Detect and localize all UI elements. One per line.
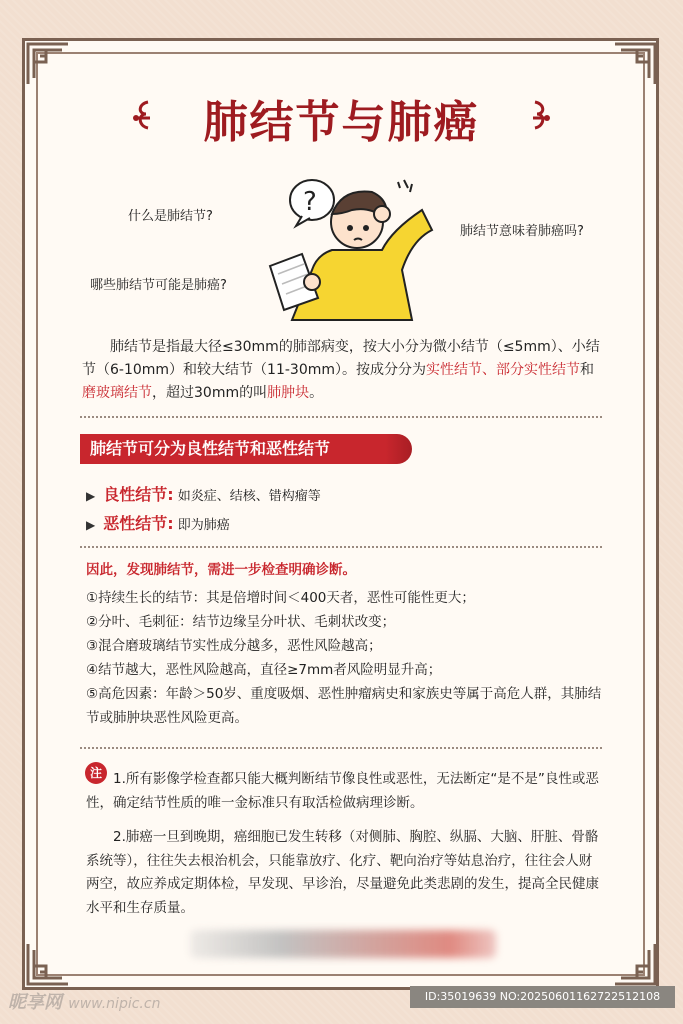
note-paragraph-1: 1.所有影像学检查都只能大概判断结节像良性或恶性，无法断定“是不是”良性或恶性，确定结节性质的唯一金标准只有取活检做病理诊断。 xyxy=(86,771,599,811)
list-item: ⑤高危因素：年龄＞50岁、重度吸烟、恶性肿瘤病史和家族史等属于高危人群，其肺结节或肺肿块恶性风险更高。 xyxy=(86,686,602,726)
blurred-logo xyxy=(190,930,496,958)
intro-paragraph: 肺结节是指最大径≤30mm的肺部病变，按大小分为微小结节（≤5mm）、小结节（6-10mm）和较大结节（11-30mm）。按成分分为实性结节、部分实性结节和磨玻璃结节，超过30mm的叫肺肿块。 xyxy=(82,339,600,401)
svg-text:?: ? xyxy=(303,187,317,217)
confused-person-illustration-icon xyxy=(262,170,442,326)
section-banner: 肺结节可分为良性结节和恶性结节 xyxy=(80,434,412,464)
dotted-divider xyxy=(80,747,602,749)
dotted-divider xyxy=(80,416,602,418)
triangle-bullet-icon: ▶ xyxy=(86,518,96,532)
diagnosis-list xyxy=(86,558,602,730)
corner-ornament-icon xyxy=(613,42,657,86)
watermark-brand: 昵享网 www.nipic.cn xyxy=(8,992,161,1013)
corner-ornament-icon xyxy=(26,942,70,986)
dotted-divider xyxy=(80,546,602,548)
question-2: 哪些肺结节可能是肺癌? xyxy=(90,278,227,293)
list-item: ①持续生长的结节：其是倍增时间＜400天者，恶性可能性更大； xyxy=(86,590,475,606)
note-badge: 注 xyxy=(85,762,107,784)
image-id-label: ID:35019639 NO:20250601162722512108 xyxy=(410,986,675,1008)
question-3: 肺结节意味着肺癌吗? xyxy=(460,224,584,239)
benign-row: ▶ 良性结节: 如炎症、结核、错构瘤等 xyxy=(86,485,321,504)
malignant-row: ▶ 恶性结节: 即为肺癌 xyxy=(86,514,230,533)
note-paragraph-2: 2.肺癌一旦到晚期，癌细胞已发生转移（对侧肺、胸腔、纵膈、大脑、肝脏、骨骼系统等），往往失去根治机会，只能靠放疗、化疗、靶向治疗等姑息治疗，往往会人财两空，故应养成定期体检，早发现、早诊治，尽量避免此类悲剧的发生，提高全民健康水平和生存质量。 xyxy=(86,829,599,916)
question-1: 什么是肺结节? xyxy=(128,209,213,224)
corner-ornament-icon xyxy=(26,42,70,86)
diagnosis-heading: 因此，发现肺结节，需进一步检查明确诊断。 xyxy=(86,562,356,578)
list-item: ④结节越大，恶性风险越高，直径≥7mm者风险明显升高； xyxy=(86,662,442,678)
corner-ornament-icon xyxy=(613,942,657,986)
page-title: 肺结节与肺癌 xyxy=(203,97,480,148)
list-item: ②分叶、毛刺征：结节边缘呈分叶状、毛刺状改变； xyxy=(86,614,396,630)
triangle-bullet-icon: ▶ xyxy=(86,489,96,503)
list-item: ③混合磨玻璃结节实性成分越多，恶性风险越高； xyxy=(86,638,382,654)
